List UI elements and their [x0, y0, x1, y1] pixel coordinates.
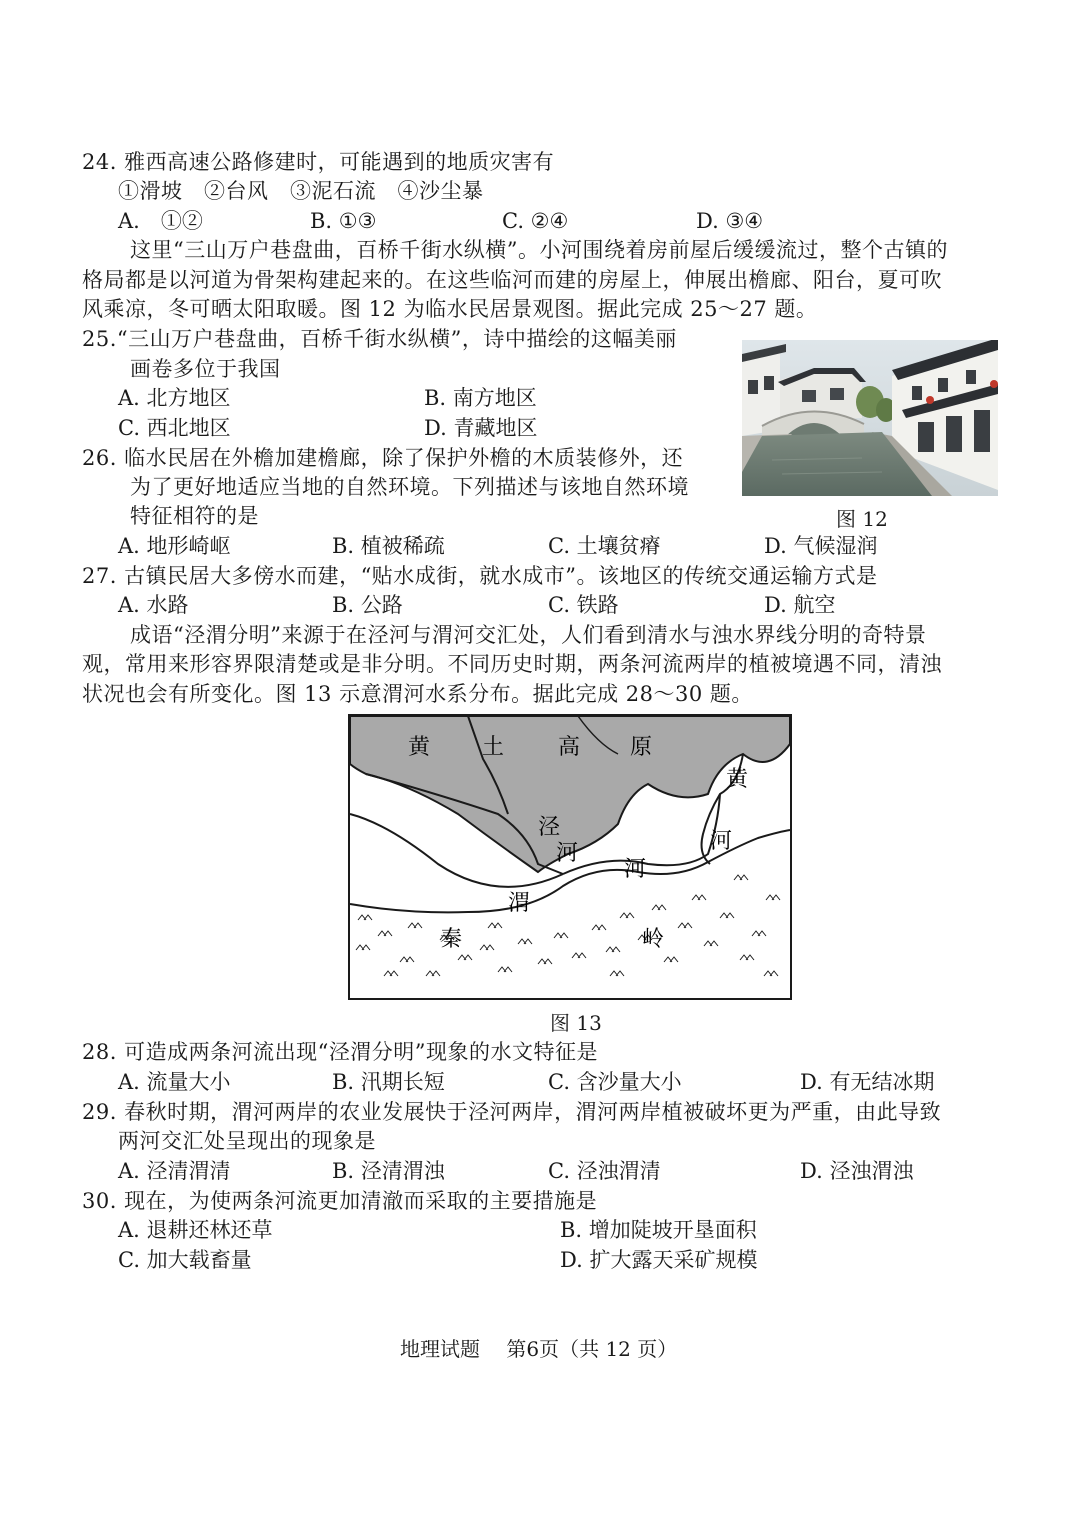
map-label-huang-1: 黄	[726, 767, 749, 792]
map-label-loess-1: 黄	[408, 735, 431, 760]
map-label-loess-3: 高	[558, 735, 581, 760]
q29-option-a[interactable]: A. 泾清渭清	[118, 1159, 231, 1183]
passage2-line-2: 观，常用来形容界限清楚或是非分明。不同历史时期，两条河流两岸的植被境遇不同，清浊	[82, 652, 942, 676]
q28-option-d[interactable]: D. 有无结冰期	[800, 1070, 935, 1094]
q29-stem-line-1: 29. 春秋时期，渭河两岸的农业发展快于泾河两岸，渭河两岸植被破坏更为严重，由此导致	[82, 1100, 942, 1124]
q26-stem-line-2: 为了更好地适应当地的自然环境。下列描述与该地自然环境	[130, 475, 689, 499]
q24-option-d[interactable]: D. ③④	[696, 209, 764, 233]
q25-stem-line-1: 25.“三山万户巷盘曲，百桥千街水纵横”，诗中描绘的这幅美丽	[82, 327, 677, 351]
q28-stem: 28. 可造成两条河流出现“泾渭分明”现象的水文特征是	[82, 1040, 599, 1064]
page-footer: 地理试题 第6页（共 12 页）	[400, 1337, 678, 1361]
q24-items: ①滑坡 ②台风 ③泥石流 ④沙尘暴	[118, 179, 484, 203]
q25-stem-line-2: 画卷多位于我国	[130, 357, 281, 381]
q30-option-a[interactable]: A. 退耕还林还草	[118, 1218, 273, 1242]
q25-option-c[interactable]: C. 西北地区	[118, 416, 231, 440]
figure-13-caption: 图 13	[550, 1011, 602, 1035]
q27-option-a[interactable]: A. 水路	[118, 593, 189, 617]
figure-12-caption: 图 12	[836, 507, 888, 531]
passage1-line-2: 格局都是以河道为骨架构建起来的。在这些临河而建的房屋上，伸展出檐廊、阳台，夏可吹	[82, 268, 942, 292]
map-label-wei-1: 渭	[508, 891, 531, 916]
q27-option-d[interactable]: D. 航空	[764, 593, 836, 617]
map-label-jing-2: 河	[556, 841, 579, 866]
passage1-line-1: 这里“三山万户巷盘曲，百桥千街水纵横”。小河围绕着房前屋后缓缓流过，整个古镇的	[130, 238, 948, 262]
q26-option-c[interactable]: C. 土壤贫瘠	[548, 534, 661, 558]
q29-option-c[interactable]: C. 泾浊渭清	[548, 1159, 661, 1183]
q29-option-d[interactable]: D. 泾浊渭浊	[800, 1159, 914, 1183]
q24-option-a[interactable]: A. ①②	[118, 209, 203, 233]
passage1-line-3: 风乘凉，冬可晒太阳取暖。图 12 为临水民居景观图。据此完成 25～27 题。	[82, 297, 818, 321]
q24-option-c[interactable]: C. ②④	[502, 209, 569, 233]
q25-option-d[interactable]: D. 青藏地区	[424, 416, 538, 440]
passage2-line-3: 状况也会有所变化。图 13 示意渭河水系分布。据此完成 28～30 题。	[82, 682, 753, 706]
q29-option-b[interactable]: B. 泾清渭浊	[332, 1159, 445, 1183]
q30-option-d[interactable]: D. 扩大露天采矿规模	[560, 1248, 758, 1272]
q26-option-b[interactable]: B. 植被稀疏	[332, 534, 445, 558]
map-label-loess-2: 土	[482, 735, 505, 760]
q27-option-b[interactable]: B. 公路	[332, 593, 403, 617]
map-label-loess-4: 原	[630, 735, 653, 760]
q28-option-b[interactable]: B. 汛期长短	[332, 1070, 445, 1094]
figure-12-photo	[742, 340, 998, 496]
q26-option-d[interactable]: D. 气候湿润	[764, 534, 878, 558]
map-label-jing-1: 泾	[538, 815, 561, 840]
map-label-qin-2: 岭	[642, 927, 665, 952]
q29-stem-line-2: 两河交汇处呈现出的现象是	[118, 1129, 376, 1153]
q24-stem: 24. 雅西高速公路修建时，可能遇到的地质灾害有	[82, 150, 555, 174]
q25-option-a[interactable]: A. 北方地区	[118, 386, 231, 410]
map-label-huang-2: 河	[710, 829, 733, 854]
q26-stem-line-3: 特征相符的是	[130, 504, 259, 528]
q30-option-b[interactable]: B. 增加陡坡开垦面积	[560, 1218, 757, 1242]
q30-stem: 30. 现在，为使两条河流更加清澈而采取的主要措施是	[82, 1189, 598, 1213]
passage2-line-1: 成语“泾渭分明”来源于在泾河与渭河交汇处，人们看到清水与浊水界线分明的奇特景	[130, 623, 927, 647]
q28-option-c[interactable]: C. 含沙量大小	[548, 1070, 682, 1094]
q26-stem-line-1: 26. 临水民居在外檐加建檐廊，除了保护外檐的木质装修外，还	[82, 446, 684, 470]
q28-option-a[interactable]: A. 流量大小	[118, 1070, 231, 1094]
q24-option-b[interactable]: B. ①③	[310, 209, 377, 233]
map-label-qin-1: 秦	[440, 927, 463, 952]
q30-option-c[interactable]: C. 加大载畜量	[118, 1248, 252, 1272]
map-label-wei-2: 河	[624, 857, 647, 882]
q26-option-a[interactable]: A. 地形崎岖	[118, 534, 231, 558]
q27-option-c[interactable]: C. 铁路	[548, 593, 619, 617]
q25-option-b[interactable]: B. 南方地区	[424, 386, 537, 410]
q27-stem: 27. 古镇民居大多傍水而建，“贴水成街，就水成市”。该地区的传统交通运输方式是	[82, 564, 878, 588]
figure-13-map	[348, 714, 792, 1000]
